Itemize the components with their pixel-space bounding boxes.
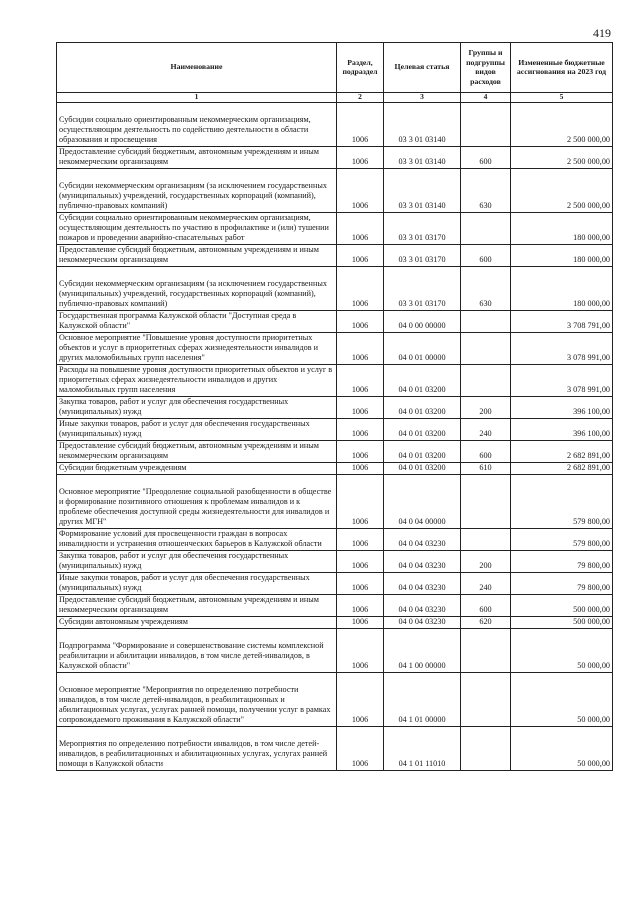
row-name: Государственная программа Калужской области "Доступная среда в Калужской области" [57, 311, 337, 333]
row-name: Закупка товаров, работ и услуг для обеспечения государственных (муниципальных) нужд [57, 397, 337, 419]
row-amount: 2 682 891,00 [511, 463, 613, 475]
budget-table [56, 42, 613, 771]
row-target: 04 0 04 03230 [384, 529, 461, 551]
row-target: 04 0 04 03230 [384, 617, 461, 629]
row-group [461, 629, 511, 673]
row-amount: 2 500 000,00 [511, 103, 613, 147]
row-group: 200 [461, 551, 511, 573]
row-name: Субсидии бюджетным учреждениям [57, 463, 337, 475]
row-group: 600 [461, 441, 511, 463]
column-number: 5 [511, 93, 613, 103]
column-number-row [57, 93, 613, 103]
row-name: Формирование условий для просвещенности граждан в вопросах инвалидности и устранения отношенческих барьеров в Калужской области [57, 529, 337, 551]
row-target: 04 0 01 03200 [384, 365, 461, 397]
column-number: 2 [337, 93, 384, 103]
row-target: 03 3 01 03170 [384, 213, 461, 245]
row-name: Основное мероприятие "Повышение уровня доступности приоритетных объектов и услуг в приоритетных сферах жизнедеятельности инвалидов и других маломобильных групп населения" [57, 333, 337, 365]
row-group: 620 [461, 617, 511, 629]
table-row [57, 551, 613, 573]
row-amount: 79 800,00 [511, 573, 613, 595]
row-target: 04 0 01 03200 [384, 397, 461, 419]
row-name: Субсидии социально ориентированным некоммерческим организациям, осуществляющим деятельность по участию в профилактике и (или) тушении пожаров и проведении аварийно-спасательных работ [57, 213, 337, 245]
row-group [461, 365, 511, 397]
row-section: 1006 [337, 551, 384, 573]
table-row [57, 617, 613, 629]
row-name: Мероприятия по определению потребности инвалидов, в том числе детей-инвалидов, в реабилитационных и абилитационных услугах, услугах ранней помощи в Калужской области [57, 727, 337, 771]
row-group [461, 673, 511, 727]
row-amount: 3 708 791,00 [511, 311, 613, 333]
table-row [57, 397, 613, 419]
header-name: Наименование [57, 43, 337, 93]
row-section: 1006 [337, 267, 384, 311]
row-target: 04 0 01 03200 [384, 441, 461, 463]
row-section: 1006 [337, 365, 384, 397]
row-section: 1006 [337, 475, 384, 529]
row-target: 04 1 01 00000 [384, 673, 461, 727]
row-section: 1006 [337, 245, 384, 267]
row-section: 1006 [337, 529, 384, 551]
table-header-row [57, 43, 613, 93]
row-amount: 180 000,00 [511, 245, 613, 267]
table-row [57, 103, 613, 147]
row-name: Субсидии автономным учреждениям [57, 617, 337, 629]
row-target: 04 0 01 03200 [384, 419, 461, 441]
row-name: Иные закупки товаров, работ и услуг для обеспечения государственных (муниципальных) нужд [57, 573, 337, 595]
row-section: 1006 [337, 595, 384, 617]
row-section: 1006 [337, 147, 384, 169]
row-name: Иные закупки товаров, работ и услуг для обеспечения государственных (муниципальных) нужд [57, 419, 337, 441]
row-target: 03 3 01 03140 [384, 169, 461, 213]
row-section: 1006 [337, 573, 384, 595]
row-group [461, 103, 511, 147]
table-row [57, 441, 613, 463]
row-amount: 579 800,00 [511, 529, 613, 551]
row-amount: 500 000,00 [511, 595, 613, 617]
row-amount: 2 682 891,00 [511, 441, 613, 463]
row-group: 200 [461, 397, 511, 419]
row-section: 1006 [337, 629, 384, 673]
column-number: 4 [461, 93, 511, 103]
row-group: 630 [461, 169, 511, 213]
row-name: Субсидии некоммерческим организациям (за исключением государственных (муниципальных) учреждений, государственных корпораций (компаний), публично-правовых компаний) [57, 267, 337, 311]
row-group [461, 529, 511, 551]
row-amount: 50 000,00 [511, 629, 613, 673]
table-row [57, 267, 613, 311]
row-name: Основное мероприятие "Мероприятия по определению потребности инвалидов, в том числе детей-инвалидов, в реабилитационных и абилитационных услугах, услугах ранней помощи, получении услуг в рамках сопровождаемого проживания в Калужской области" [57, 673, 337, 727]
row-group: 240 [461, 419, 511, 441]
row-group [461, 475, 511, 529]
table-row [57, 595, 613, 617]
row-target: 04 0 04 03230 [384, 551, 461, 573]
row-name: Субсидии некоммерческим организациям (за исключением государственных (муниципальных) учреждений, государственных корпораций (компаний), публично-правовых компаний) [57, 169, 337, 213]
row-group [461, 727, 511, 771]
row-amount: 3 078 991,00 [511, 365, 613, 397]
row-section: 1006 [337, 103, 384, 147]
row-target: 04 0 04 00000 [384, 475, 461, 529]
row-section: 1006 [337, 463, 384, 475]
header-groups: Группы и подгруппы видов расходов [461, 43, 511, 93]
row-target: 03 3 01 03170 [384, 267, 461, 311]
row-target: 04 0 01 03200 [384, 463, 461, 475]
column-number: 1 [57, 93, 337, 103]
row-target: 03 3 01 03140 [384, 147, 461, 169]
row-name: Предоставление субсидий бюджетным, автономным учреждениям и иным некоммерческим организациям [57, 595, 337, 617]
row-target: 03 3 01 03170 [384, 245, 461, 267]
row-amount: 3 078 991,00 [511, 333, 613, 365]
table-row [57, 419, 613, 441]
row-target: 04 1 01 11010 [384, 727, 461, 771]
table-row [57, 365, 613, 397]
header-amount: Измененные бюджетные ассигнования на 2023 год [511, 43, 613, 93]
table-row [57, 573, 613, 595]
row-amount: 396 100,00 [511, 397, 613, 419]
row-name: Закупка товаров, работ и услуг для обеспечения государственных (муниципальных) нужд [57, 551, 337, 573]
row-section: 1006 [337, 617, 384, 629]
row-section: 1006 [337, 169, 384, 213]
row-target: 04 0 04 03230 [384, 595, 461, 617]
row-name: Предоставление субсидий бюджетным, автономным учреждениям и иным некоммерческим организациям [57, 441, 337, 463]
row-amount: 500 000,00 [511, 617, 613, 629]
table-row [57, 463, 613, 475]
row-name: Основное мероприятие "Преодоление социальной разобщенности в обществе и формирование позитивного отношения к проблемам инвалидов и к проблеме обеспечения доступной среды жизнедеятельности для инвалидов и других МГН" [57, 475, 337, 529]
row-amount: 50 000,00 [511, 673, 613, 727]
header-target: Целевая статья [384, 43, 461, 93]
row-group: 600 [461, 147, 511, 169]
row-section: 1006 [337, 419, 384, 441]
row-group [461, 311, 511, 333]
table-row [57, 727, 613, 771]
row-amount: 2 500 000,00 [511, 147, 613, 169]
row-amount: 396 100,00 [511, 419, 613, 441]
row-section: 1006 [337, 727, 384, 771]
table-row [57, 311, 613, 333]
row-section: 1006 [337, 673, 384, 727]
table-row [57, 213, 613, 245]
row-name: Подпрограмма "Формирование и совершенствование системы комплексной реабилитации и абилитации инвалидов, в том числе детей-инвалидов, в Калужской области" [57, 629, 337, 673]
row-group [461, 333, 511, 365]
row-section: 1006 [337, 311, 384, 333]
row-group: 600 [461, 595, 511, 617]
row-name: Предоставление субсидий бюджетным, автономным учреждениям и иным некоммерческим организациям [57, 147, 337, 169]
row-group [461, 213, 511, 245]
header-section: Раздел, подраздел [337, 43, 384, 93]
row-amount: 180 000,00 [511, 213, 613, 245]
row-group: 600 [461, 245, 511, 267]
table-row [57, 673, 613, 727]
row-name: Субсидии социально ориентированным некоммерческим организациям, осуществляющим деятельность по содействию деятельности в области образования и просвещения [57, 103, 337, 147]
row-amount: 180 000,00 [511, 267, 613, 311]
table-row [57, 147, 613, 169]
row-group: 240 [461, 573, 511, 595]
row-target: 04 0 00 00000 [384, 311, 461, 333]
row-target: 04 0 04 03230 [384, 573, 461, 595]
table-row [57, 529, 613, 551]
row-group: 610 [461, 463, 511, 475]
row-amount: 79 800,00 [511, 551, 613, 573]
table-row [57, 245, 613, 267]
table-row [57, 475, 613, 529]
row-section: 1006 [337, 333, 384, 365]
row-section: 1006 [337, 397, 384, 419]
page-number: 419 [593, 26, 611, 40]
row-group: 630 [461, 267, 511, 311]
row-name: Предоставление субсидий бюджетным, автономным учреждениям и иным некоммерческим организациям [57, 245, 337, 267]
row-amount: 2 500 000,00 [511, 169, 613, 213]
column-number: 3 [384, 93, 461, 103]
row-target: 04 0 01 00000 [384, 333, 461, 365]
row-amount: 50 000,00 [511, 727, 613, 771]
table-row [57, 629, 613, 673]
row-amount: 579 800,00 [511, 475, 613, 529]
row-section: 1006 [337, 441, 384, 463]
row-target: 04 1 00 00000 [384, 629, 461, 673]
table-row [57, 333, 613, 365]
table-row [57, 169, 613, 213]
row-name: Расходы на повышение уровня доступности приоритетных объектов и услуг в приоритетных сферах жизнедеятельности инвалидов и других маломобильных групп населения [57, 365, 337, 397]
row-section: 1006 [337, 213, 384, 245]
row-target: 03 3 01 03140 [384, 103, 461, 147]
